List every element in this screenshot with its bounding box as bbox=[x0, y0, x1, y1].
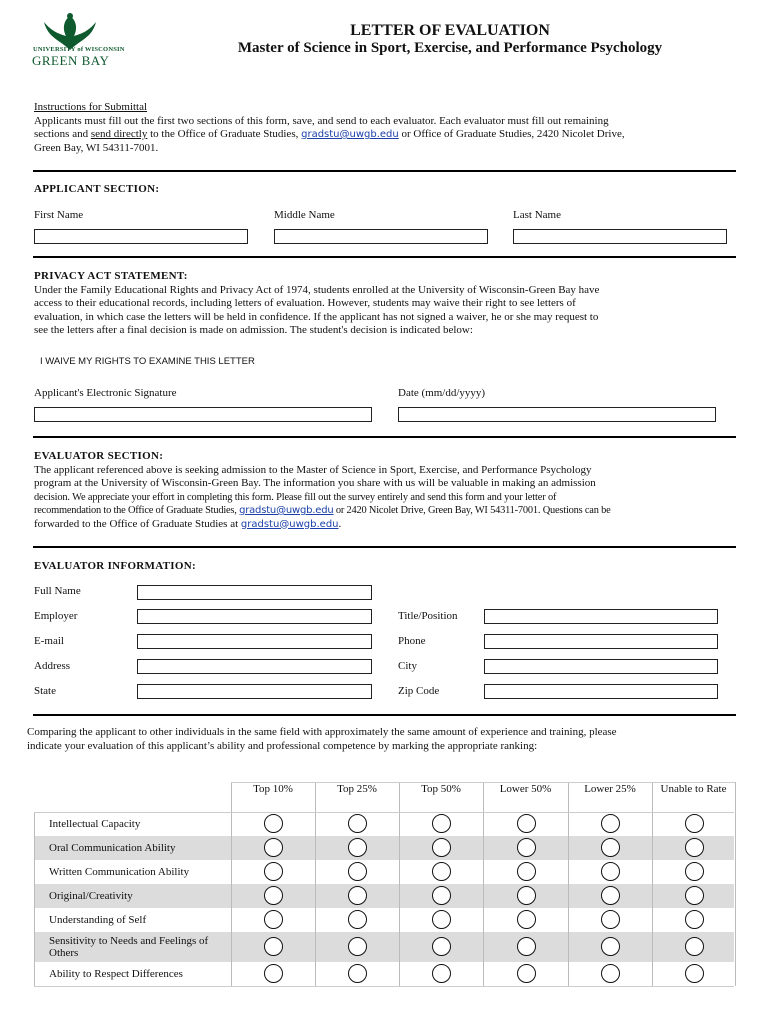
logo-university-text: UNIVERSITY of WISCONSIN bbox=[33, 46, 125, 53]
page-title: LETTER OF EVALUATION bbox=[350, 22, 550, 39]
ranking-radio[interactable] bbox=[517, 862, 536, 881]
evaluator-info-heading: EVALUATOR INFORMATION: bbox=[34, 560, 196, 572]
address-field[interactable] bbox=[137, 659, 372, 674]
address-label: Address bbox=[34, 660, 71, 672]
ranking-intro-line-2: indicate your evaluation of this applicant’s ability and professional competence by marking the appropriate ranking: bbox=[27, 739, 538, 752]
ranking-radio[interactable] bbox=[348, 886, 367, 905]
column-header: Top 50% bbox=[421, 783, 461, 795]
ranking-radio[interactable] bbox=[264, 814, 283, 833]
applicant-section-heading: APPLICANT SECTION: bbox=[34, 183, 160, 195]
ranking-radio[interactable] bbox=[685, 937, 704, 956]
ranking-radio[interactable] bbox=[601, 886, 620, 905]
city-label: City bbox=[398, 660, 417, 672]
evaluator-section-heading: EVALUATOR SECTION: bbox=[34, 450, 164, 462]
title-position-label: Title/Position bbox=[398, 610, 458, 622]
ranking-radio[interactable] bbox=[264, 838, 283, 857]
title-position-field[interactable] bbox=[484, 609, 718, 624]
ranking-radio[interactable] bbox=[348, 910, 367, 929]
divider bbox=[33, 714, 736, 716]
evaluator-line-2: program at the University of Wisconsin-Green Bay. The information you share with us will be valuable in making an admission bbox=[34, 477, 596, 489]
instructions-line-2: sections and send directly to the Office of Graduate Studies, gradstu@uwgb.edu or Office of Graduate Studies, 2420 Nicolet Drive, bbox=[34, 128, 625, 140]
ranking-radio[interactable] bbox=[685, 886, 704, 905]
privacy-line-2: access to their educational records, including letters of evaluation. However, students may waive their right to see letters of bbox=[34, 297, 576, 309]
ranking-radio[interactable] bbox=[517, 937, 536, 956]
instructions-line-3: Green Bay, WI 54311-7001. bbox=[34, 141, 159, 154]
ranking-radio[interactable] bbox=[348, 937, 367, 956]
column-header: Lower 50% bbox=[499, 783, 552, 795]
first-name-label: First Name bbox=[34, 209, 84, 221]
ranking-radio[interactable] bbox=[264, 862, 283, 881]
date-label: Date (mm/dd/yyyy) bbox=[398, 387, 486, 399]
row-label: Original/Creativity bbox=[49, 890, 133, 902]
employer-label: Employer bbox=[34, 610, 78, 622]
middle-name-field[interactable] bbox=[274, 229, 488, 244]
ranking-radio[interactable] bbox=[348, 814, 367, 833]
email-link[interactable]: gradstu@uwgb.edu bbox=[239, 505, 334, 516]
ranking-radio[interactable] bbox=[685, 964, 704, 983]
ranking-intro-line-1: Comparing the applicant to other individuals in the same field with approximately the same amount of experience and training, please bbox=[27, 726, 617, 738]
ranking-radio[interactable] bbox=[685, 910, 704, 929]
ranking-radio[interactable] bbox=[348, 964, 367, 983]
signature-field[interactable] bbox=[34, 407, 372, 422]
row-label: Sensitivity to Needs and Feelings of Others bbox=[49, 935, 209, 959]
ranking-radio[interactable] bbox=[432, 937, 451, 956]
ranking-radio[interactable] bbox=[601, 964, 620, 983]
evaluator-line-3: decision. We appreciate your effort in completing this form. Please fill out the survey entirely and send this form and your letter of bbox=[34, 491, 557, 503]
ranking-radio[interactable] bbox=[432, 838, 451, 857]
privacy-line-4: see the letters after a final decision is made on admission. The student's decision is indicated below: bbox=[34, 324, 473, 336]
table-column-line bbox=[735, 782, 736, 986]
privacy-line-3: evaluation, in which case the letters will be held in confidence. If the applicant has not signed a waiver, he or she may request to bbox=[34, 310, 599, 323]
ranking-radio[interactable] bbox=[517, 838, 536, 857]
zip-code-label: Zip Code bbox=[398, 685, 440, 697]
ranking-radio[interactable] bbox=[685, 838, 704, 857]
privacy-block bbox=[34, 270, 744, 338]
table-column-line bbox=[34, 812, 35, 986]
phone-field[interactable] bbox=[484, 634, 718, 649]
page-subtitle: Master of Science in Sport, Exercise, and Performance Psychology bbox=[237, 40, 663, 56]
row-label: Understanding of Self bbox=[49, 914, 147, 926]
divider bbox=[33, 256, 736, 258]
middle-name-label: Middle Name bbox=[274, 209, 335, 221]
divider bbox=[33, 436, 736, 438]
ranking-radio[interactable] bbox=[432, 964, 451, 983]
ranking-intro bbox=[27, 726, 747, 753]
state-field[interactable] bbox=[137, 684, 372, 699]
row-label: Oral Communication Ability bbox=[49, 842, 176, 854]
ranking-radio[interactable] bbox=[264, 937, 283, 956]
divider bbox=[33, 546, 736, 548]
ranking-radio[interactable] bbox=[517, 886, 536, 905]
ranking-radio[interactable] bbox=[348, 838, 367, 857]
full-name-field[interactable] bbox=[137, 585, 372, 600]
ranking-radio[interactable] bbox=[601, 937, 620, 956]
signature-label: Applicant's Electronic Signature bbox=[34, 387, 177, 399]
ranking-radio[interactable] bbox=[264, 910, 283, 929]
divider bbox=[33, 170, 736, 172]
evaluator-line-4: recommendation to the Office of Graduate Studies, gradstu@uwgb.edu or 2420 Nicolet Drive, Green Bay, WI 54311-7001. Questions can be bbox=[34, 505, 611, 516]
logo-green-bay-text: GREEN BAY bbox=[32, 53, 110, 68]
full-name-label: Full Name bbox=[34, 585, 81, 597]
evaluator-line-1: The applicant referenced above is seeking admission to the Master of Science in Sport, Exercise, and Performance Psychology bbox=[34, 463, 592, 476]
email-label: E-mail bbox=[34, 635, 64, 647]
instructions-heading: Instructions for Submittal bbox=[34, 101, 148, 113]
privacy-heading: PRIVACY ACT STATEMENT: bbox=[34, 270, 188, 282]
last-name-label: Last Name bbox=[513, 209, 561, 221]
last-name-field[interactable] bbox=[513, 229, 727, 244]
ranking-radio[interactable] bbox=[601, 814, 620, 833]
ranking-radio[interactable] bbox=[432, 886, 451, 905]
state-label: State bbox=[34, 685, 56, 697]
evaluator-line-5: forwarded to the Office of Graduate Studies at gradstu@uwgb.edu. bbox=[34, 517, 342, 530]
ranking-radio[interactable] bbox=[517, 910, 536, 929]
ranking-radio[interactable] bbox=[685, 814, 704, 833]
ranking-radio[interactable] bbox=[264, 886, 283, 905]
ranking-radio[interactable] bbox=[601, 910, 620, 929]
ranking-radio[interactable] bbox=[517, 964, 536, 983]
ranking-radio[interactable] bbox=[517, 814, 536, 833]
column-header: Lower 25% bbox=[584, 783, 636, 795]
waiver-checkbox-label[interactable]: I WAIVE MY RIGHTS TO EXAMINE THIS LETTER bbox=[40, 356, 255, 367]
ranking-radio[interactable] bbox=[601, 838, 620, 857]
table-row-line bbox=[34, 986, 734, 987]
ranking-radio[interactable] bbox=[264, 964, 283, 983]
row-label: Written Communication Ability bbox=[49, 866, 190, 878]
ranking-radio[interactable] bbox=[432, 814, 451, 833]
evaluator-section-block bbox=[34, 450, 744, 531]
date-field[interactable] bbox=[398, 407, 716, 422]
privacy-line-1: Under the Family Educational Rights and Privacy Act of 1974, students enrolled at the University of Wisconsin-Green Bay have bbox=[34, 283, 600, 296]
ranking-radio[interactable] bbox=[601, 862, 620, 881]
ranking-radio[interactable] bbox=[432, 910, 451, 929]
ranking-radio[interactable] bbox=[685, 862, 704, 881]
instructions-block bbox=[34, 101, 734, 155]
instructions-line-1: Applicants must fill out the first two sections of this form, save, and send to each evaluator. Each evaluator must fill out remaining bbox=[34, 114, 609, 127]
phone-label: Phone bbox=[398, 635, 426, 647]
zip-code-field[interactable] bbox=[484, 684, 718, 699]
email-field[interactable] bbox=[137, 634, 372, 649]
column-header: Unable to Rate bbox=[660, 783, 727, 795]
row-label: Ability to Respect Differences bbox=[49, 968, 183, 980]
employer-field[interactable] bbox=[137, 609, 372, 624]
ranking-radio[interactable] bbox=[348, 862, 367, 881]
ranking-radio[interactable] bbox=[432, 862, 451, 881]
row-label: Intellectual Capacity bbox=[49, 818, 141, 830]
email-link[interactable]: gradstu@uwgb.edu bbox=[240, 518, 339, 530]
city-field[interactable] bbox=[484, 659, 718, 674]
column-header: Top 25% bbox=[337, 783, 377, 795]
first-name-field[interactable] bbox=[34, 229, 248, 244]
column-header: Top 10% bbox=[253, 783, 293, 795]
email-link[interactable]: gradstu@uwgb.edu bbox=[301, 129, 399, 140]
